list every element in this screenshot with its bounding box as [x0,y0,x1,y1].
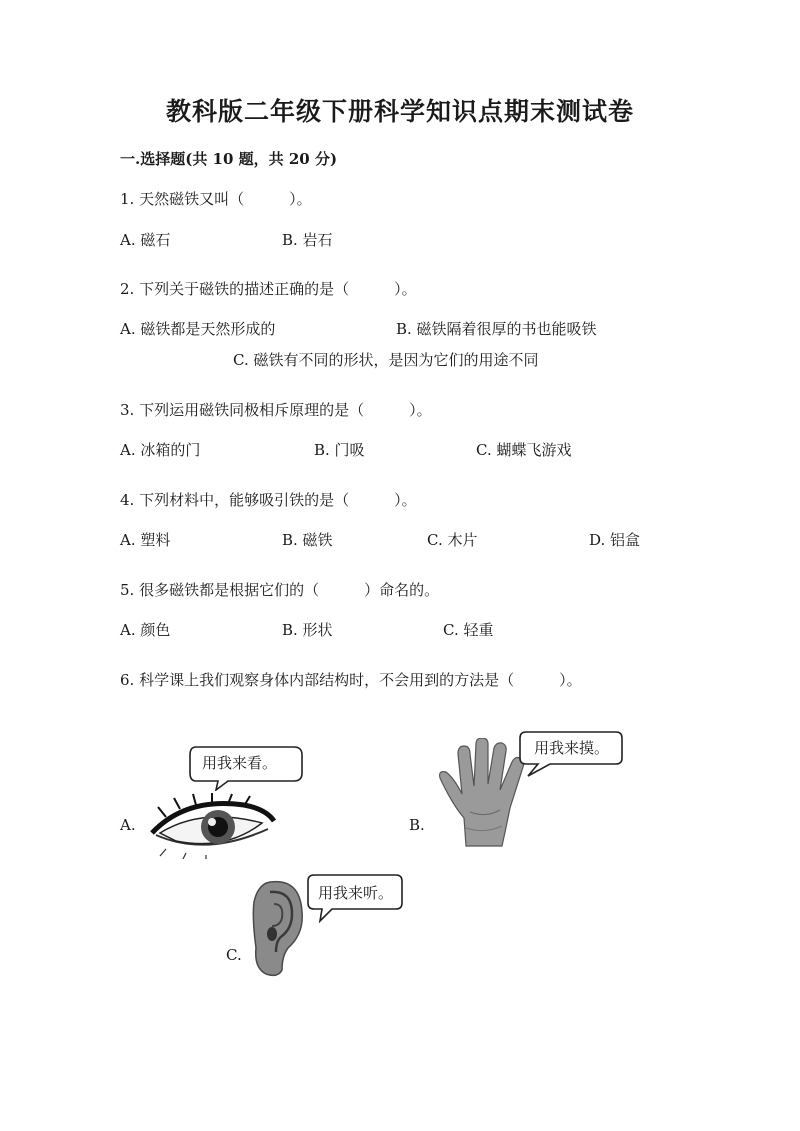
question-2-stem: 2. 下列关于磁铁的描述正确的是（ ）。 [120,280,417,298]
question-6-option-c[interactable]: C. [226,946,242,964]
question-2-option-c[interactable]: C. 磁铁有不同的形状，是因为它们的用途不同 [233,351,539,369]
question-3-option-c[interactable]: C. 蝴蝶飞游戏 [476,441,572,459]
question-5-stem: 5. 很多磁铁都是根据它们的（ ）命名的。 [120,581,440,599]
page-title: 教科版二年级下册科学知识点期末测试卷 [165,97,634,126]
question-5-option-c[interactable]: C. 轻重 [443,621,494,639]
question-4-option-a[interactable]: A. 塑料 [120,531,171,549]
speech-bubble-eye-text: 用我来看。 [202,754,278,772]
question-1-option-a[interactable]: A. 磁石 [120,231,171,249]
question-4-option-d[interactable]: D. 铝盒 [589,531,641,549]
question-4-option-b[interactable]: B. 磁铁 [282,531,333,549]
section-heading: 一.选择题(共 10 题，共 20 分) [120,150,338,168]
eye-icon [146,793,278,863]
question-3-option-a[interactable]: A. 冰箱的门 [120,441,201,459]
speech-bubble-hand [518,730,626,784]
question-5-option-b[interactable]: B. 形状 [282,621,333,639]
question-6-option-a[interactable]: A. [120,816,136,834]
speech-bubble-hand-text: 用我来摸。 [534,739,610,757]
speech-bubble-ear [306,873,406,929]
speech-bubble-ear-text: 用我来听。 [318,884,394,902]
question-1-stem: 1. 天然磁铁又叫（ ）。 [120,190,312,208]
question-1-option-b[interactable]: B. 岩石 [282,231,333,249]
question-4-stem: 4. 下列材料中，能够吸引铁的是（ ）。 [120,491,417,509]
question-3-option-b[interactable]: B. 门吸 [314,441,365,459]
question-5-option-a[interactable]: A. 颜色 [120,621,171,639]
question-2-option-a[interactable]: A. 磁铁都是天然形成的 [120,320,276,338]
question-3-stem: 3. 下列运用磁铁同极相斥原理的是（ ）。 [120,401,432,419]
speech-bubble-eye [188,745,308,795]
ear-icon [248,878,308,982]
question-6-option-b[interactable]: B. [409,816,425,834]
question-4-option-c[interactable]: C. 木片 [427,531,478,549]
question-2-option-b[interactable]: B. 磁铁隔着很厚的书也能吸铁 [396,320,597,338]
question-6-stem: 6. 科学课上我们观察身体内部结构时，不会用到的方法是（ ）。 [120,671,582,689]
